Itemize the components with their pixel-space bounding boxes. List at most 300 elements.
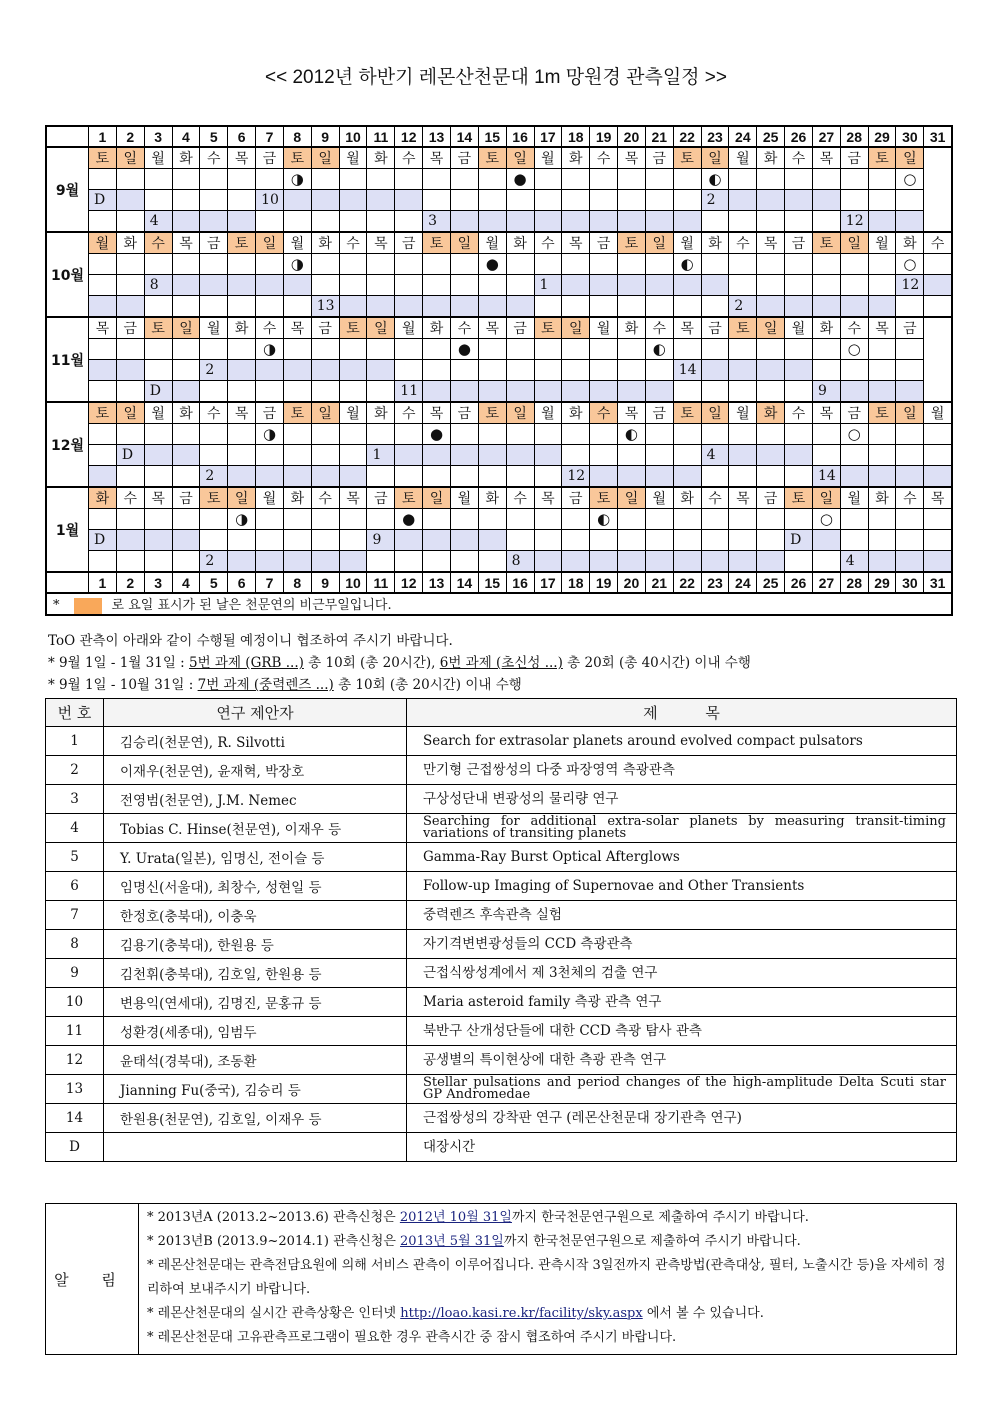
project-title: 대장시간 <box>407 1133 957 1162</box>
day-number: 18 <box>562 572 590 593</box>
moon-cell <box>450 169 478 190</box>
weekday-cell: 월 <box>645 487 673 509</box>
weekday-cell: 화 <box>868 487 896 509</box>
schedule-cell <box>339 445 367 466</box>
moon-cell <box>423 424 451 445</box>
scheduled-block-cell <box>423 296 451 318</box>
schedule-cell <box>701 381 729 403</box>
schedule-cell <box>172 466 200 488</box>
notice-text: 까지 한국천문연구원으로 제출하여 주시기 바랍니다. <box>503 1234 801 1249</box>
empty-cell <box>924 317 952 339</box>
schedule-cell <box>450 360 478 381</box>
moon-cell <box>256 169 284 190</box>
day-number: 26 <box>785 572 813 593</box>
project-proposer: 윤태석(경북대), 조동환 <box>104 1046 407 1075</box>
project-number: 3 <box>46 785 104 814</box>
schedule-cell <box>534 530 562 551</box>
schedule-cell <box>311 381 339 403</box>
moon-cell <box>868 339 896 360</box>
moon-cell <box>172 254 200 275</box>
scheduled-block-cell <box>562 551 590 573</box>
holiday-weekday-cell: 일 <box>896 147 924 169</box>
moon-cell <box>506 424 534 445</box>
day-number: 22 <box>673 126 701 147</box>
holiday-weekday-cell: 일 <box>116 402 144 424</box>
weekday-cell: 수 <box>256 317 284 339</box>
holiday-weekday-cell: 일 <box>840 232 868 254</box>
weekday-cell: 금 <box>450 402 478 424</box>
project-number: 12 <box>46 1046 104 1075</box>
moon-cell <box>395 254 423 275</box>
schedule-cell <box>729 381 757 403</box>
deadline-date: 2012년 10월 31일 <box>399 1210 512 1225</box>
moon-cell <box>840 254 868 275</box>
scheduled-project-label: D <box>785 530 813 551</box>
moon-cell <box>506 254 534 275</box>
schedule-cell <box>172 296 200 318</box>
moon-phase-icon: ◐ <box>597 510 611 528</box>
weekday-cell: 목 <box>228 402 256 424</box>
moon-cell <box>367 424 395 445</box>
status-link[interactable]: http://loao.kasi.re.kr/facility/sky.aspx <box>400 1306 643 1321</box>
scheduled-block-cell <box>311 190 339 211</box>
schedule-cell <box>645 296 673 318</box>
scheduled-block-cell <box>785 445 813 466</box>
holiday-weekday-cell: 토 <box>673 147 701 169</box>
schedule-cell <box>868 360 896 381</box>
schedule-cell <box>868 275 896 296</box>
too-line-1-prefix: * 9월 1일 - 1월 31일 : <box>48 655 190 671</box>
moon-cell <box>256 424 284 445</box>
scheduled-block-cell <box>534 551 562 573</box>
project-row <box>46 930 957 959</box>
schedule-cell <box>729 275 757 296</box>
moon-cell <box>868 424 896 445</box>
holiday-weekday-cell: 일 <box>311 402 339 424</box>
scheduled-block-cell <box>228 466 256 488</box>
moon-cell <box>673 424 701 445</box>
schedule-cell <box>785 211 813 233</box>
weekday-cell: 수 <box>785 402 813 424</box>
schedule-cell <box>534 466 562 488</box>
schedule-cell <box>645 530 673 551</box>
moon-cell <box>868 509 896 530</box>
schedule-cell <box>645 360 673 381</box>
scheduled-block-cell <box>896 381 924 403</box>
weekday-cell: 금 <box>450 147 478 169</box>
scheduled-block-cell <box>785 360 813 381</box>
scheduled-block-cell <box>339 190 367 211</box>
project-row <box>46 727 957 756</box>
scheduled-block-cell <box>896 551 924 573</box>
scheduled-block-cell <box>423 445 451 466</box>
holiday-weekday-cell: 일 <box>228 487 256 509</box>
moon-cell <box>172 339 200 360</box>
scheduled-block-cell <box>339 551 367 573</box>
moon-cell <box>896 509 924 530</box>
moon-phase-icon: ● <box>457 340 471 358</box>
schedule-cell <box>450 190 478 211</box>
weekday-cell: 월 <box>395 317 423 339</box>
moon-cell <box>785 424 813 445</box>
moon-cell <box>924 339 952 360</box>
moon-phase-icon: ○ <box>847 340 861 358</box>
weekday-cell: 금 <box>701 317 729 339</box>
moon-cell <box>840 339 868 360</box>
schedule-cell <box>256 296 284 318</box>
schedule-cell <box>89 275 117 296</box>
holiday-weekday-cell: 월 <box>89 232 117 254</box>
moon-cell <box>367 509 395 530</box>
day-number: 28 <box>840 572 868 593</box>
day-number: 6 <box>228 572 256 593</box>
schedule-cell <box>506 275 534 296</box>
scheduled-block-cell <box>812 296 840 318</box>
moon-cell <box>618 509 646 530</box>
scheduled-block-cell <box>283 466 311 488</box>
schedule-cell <box>562 445 590 466</box>
weekday-cell: 수 <box>200 402 228 424</box>
scheduled-block-cell <box>450 211 478 233</box>
moon-cell <box>534 169 562 190</box>
notice-item <box>147 1206 948 1230</box>
moon-cell <box>339 254 367 275</box>
project-proposer: 성환경(세종대), 임범두 <box>104 1017 407 1046</box>
weekday-cell: 금 <box>172 487 200 509</box>
scheduled-block-cell <box>757 296 785 318</box>
project-number: D <box>46 1133 104 1162</box>
moon-phase-icon: ◑ <box>262 425 277 443</box>
schedule-cell <box>729 466 757 488</box>
holiday-weekday-cell: 토 <box>283 402 311 424</box>
scheduled-block-cell <box>757 190 785 211</box>
moon-cell <box>450 424 478 445</box>
weekday-cell: 월 <box>450 487 478 509</box>
scheduled-block-cell <box>645 211 673 233</box>
moon-cell <box>89 339 117 360</box>
scheduled-block-cell <box>534 445 562 466</box>
scheduled-project-label: 8 <box>144 275 172 296</box>
moon-cell <box>618 424 646 445</box>
moon-phase-icon: ◑ <box>262 340 277 358</box>
month-label: 12월 <box>46 402 89 487</box>
moon-cell <box>868 254 896 275</box>
weekday-cell: 목 <box>618 147 646 169</box>
schedule-cell <box>896 190 924 211</box>
moon-phase-icon: ◑ <box>290 170 304 188</box>
schedule-cell <box>618 296 646 318</box>
schedule-cell <box>228 381 256 403</box>
moon-cell <box>673 339 701 360</box>
moon-cell <box>618 169 646 190</box>
day-number: 23 <box>701 126 729 147</box>
scheduled-block-cell <box>840 296 868 318</box>
schedule-cell <box>116 551 144 573</box>
weekday-cell: 목 <box>924 487 952 509</box>
project-row <box>46 959 957 988</box>
schedule-cell <box>89 211 117 233</box>
schedule-cell <box>395 466 423 488</box>
schedule-cell <box>729 530 757 551</box>
weekday-cell: 수 <box>534 232 562 254</box>
scheduled-block-cell <box>645 466 673 488</box>
scheduled-project-label: 3 <box>423 211 451 233</box>
scheduled-block-cell <box>395 445 423 466</box>
holiday-weekday-cell: 일 <box>172 317 200 339</box>
holiday-weekday-cell: 일 <box>896 402 924 424</box>
holiday-weekday-cell: 일 <box>423 487 451 509</box>
weekday-cell: 월 <box>924 402 952 424</box>
scheduled-block-cell <box>450 381 478 403</box>
day-number: 25 <box>757 572 785 593</box>
moon-cell <box>144 339 172 360</box>
scheduled-block-cell <box>924 275 952 296</box>
project-proposer <box>104 1133 407 1162</box>
project-proposer: 전영범(천문연), J.M. Nemec <box>104 785 407 814</box>
too-line-2-suffix: 총 10회 (총 20시간) 이내 수행 <box>333 677 522 693</box>
holiday-weekday-cell: 토 <box>729 317 757 339</box>
weekday-cell: 월 <box>729 147 757 169</box>
project-proposer: 한원용(천문연), 김호일, 이재우 등 <box>104 1104 407 1133</box>
weekday-cell: 목 <box>534 487 562 509</box>
schedule-row <box>46 275 952 296</box>
schedule-cell <box>924 360 952 381</box>
scheduled-block-cell <box>228 360 256 381</box>
scheduled-block-cell <box>478 296 506 318</box>
moon-phase-icon: ● <box>402 510 416 528</box>
schedule-cell <box>339 275 367 296</box>
schedule-cell <box>506 190 534 211</box>
scheduled-block-cell <box>228 211 256 233</box>
day-number: 23 <box>701 572 729 593</box>
weekday-cell: 금 <box>645 402 673 424</box>
moon-cell <box>590 339 618 360</box>
moon-cell <box>840 169 868 190</box>
project-row <box>46 872 957 901</box>
too-line-1-mid: 총 10회 (총 20시간), <box>303 655 440 671</box>
schedule-cell <box>283 211 311 233</box>
holiday-weekday-cell: 수 <box>144 232 172 254</box>
weekday-row <box>46 317 952 339</box>
day-number-header <box>46 572 952 593</box>
schedule-cell <box>144 551 172 573</box>
scheduled-block-cell <box>172 445 200 466</box>
weekday-cell: 수 <box>924 232 952 254</box>
scheduled-project-label: 1 <box>534 275 562 296</box>
schedule-cell <box>228 530 256 551</box>
schedule-cell <box>200 445 228 466</box>
holiday-weekday-cell: 토 <box>673 402 701 424</box>
moon-cell <box>701 339 729 360</box>
weekday-cell: 금 <box>200 232 228 254</box>
weekday-cell: 금 <box>395 232 423 254</box>
schedule-row <box>46 296 952 318</box>
project-table-header <box>46 699 957 727</box>
notice-text: 에서 볼 수 있습니다. <box>642 1306 764 1321</box>
moon-cell <box>812 169 840 190</box>
notice-text: * 레몬산천문대는 관측전담요원에 의해 서비스 관측이 이루어집니다. 관측시작 3일전까지 관측방법(관측대상, 필터, 노출시간 등)을 자세히 정리하여 보내주시기 바랍니다. <box>147 1258 946 1297</box>
moon-cell <box>283 339 311 360</box>
schedule-cell <box>311 211 339 233</box>
weekday-cell: 화 <box>367 147 395 169</box>
weekday-cell: 목 <box>812 147 840 169</box>
moon-phase-row <box>46 169 952 190</box>
project-number: 2 <box>46 756 104 785</box>
moon-cell <box>645 254 673 275</box>
project-title: Follow-up Imaging of Supernovae and Other Transients <box>407 872 957 901</box>
schedule-cell <box>478 551 506 573</box>
schedule-cell <box>395 275 423 296</box>
schedule-cell <box>506 360 534 381</box>
scheduled-block-cell <box>172 275 200 296</box>
moon-cell <box>116 169 144 190</box>
weekday-row <box>46 232 952 254</box>
scheduled-block-cell <box>673 551 701 573</box>
moon-cell <box>729 254 757 275</box>
moon-cell <box>172 509 200 530</box>
weekday-cell: 목 <box>423 147 451 169</box>
weekday-cell: 금 <box>116 317 144 339</box>
schedule-cell <box>506 530 534 551</box>
scheduled-block-cell <box>562 381 590 403</box>
scheduled-block-cell <box>757 360 785 381</box>
weekday-cell: 수 <box>311 487 339 509</box>
moon-cell <box>924 169 952 190</box>
day-number: 2 <box>116 572 144 593</box>
moon-phase-icon: ◑ <box>235 510 249 528</box>
schedule-cell <box>590 190 618 211</box>
scheduled-block-cell <box>395 190 423 211</box>
weekday-cell: 금 <box>256 147 284 169</box>
moon-cell <box>478 169 506 190</box>
weekday-cell: 월 <box>534 147 562 169</box>
holiday-weekday-cell: 일 <box>367 317 395 339</box>
scheduled-block-cell <box>673 275 701 296</box>
weekday-cell: 화 <box>116 232 144 254</box>
weekday-cell: 월 <box>590 317 618 339</box>
scheduled-project-label: 1 <box>367 445 395 466</box>
scheduled-block-cell <box>673 211 701 233</box>
scheduled-project-label: 12 <box>896 275 924 296</box>
schedule-cell <box>812 445 840 466</box>
scheduled-block-cell <box>840 466 868 488</box>
holiday-weekday-cell: 일 <box>450 232 478 254</box>
weekday-cell: 금 <box>840 147 868 169</box>
project-6-reference: 6번 과제 (초신성 ...) <box>439 655 563 671</box>
project-row <box>46 814 957 843</box>
schedule-cell <box>256 211 284 233</box>
schedule-cell <box>423 190 451 211</box>
project-title: 공생별의 특이현상에 대한 측광 관측 연구 <box>407 1046 957 1075</box>
project-proposer: 변용익(연세대), 김명진, 문홍규 등 <box>104 988 407 1017</box>
too-line-1-suffix: 총 20회 (총 40시간) 이내 수행 <box>562 655 751 671</box>
legend <box>46 593 952 615</box>
moon-cell <box>144 509 172 530</box>
schedule-cell <box>590 530 618 551</box>
moon-cell <box>618 339 646 360</box>
day-number: 11 <box>367 572 395 593</box>
project-7-reference: 7번 과제 (중력렌즈 ...) <box>197 677 334 693</box>
project-title: 근접쌍성의 강착판 연구 (레몬산천문대 장기관측 연구) <box>407 1104 957 1133</box>
project-number: 10 <box>46 988 104 1017</box>
schedule-cell <box>673 445 701 466</box>
scheduled-project-label: 10 <box>256 190 284 211</box>
schedule-cell <box>144 296 172 318</box>
schedule-cell <box>367 551 395 573</box>
notice-text: * 2013년A (2013.2~2013.6) 관측신청은 <box>147 1210 400 1225</box>
schedule-cell <box>645 445 673 466</box>
project-row <box>46 756 957 785</box>
scheduled-block-cell <box>812 530 840 551</box>
weekday-cell: 수 <box>729 232 757 254</box>
holiday-weekday-cell: 토 <box>200 487 228 509</box>
scheduled-block-cell <box>367 190 395 211</box>
moon-cell <box>89 509 117 530</box>
schedule-cell <box>423 551 451 573</box>
moon-cell <box>701 254 729 275</box>
moon-cell <box>256 339 284 360</box>
scheduled-block-cell <box>311 466 339 488</box>
header-proposer: 연구 제안자 <box>104 699 407 727</box>
day-number: 21 <box>645 572 673 593</box>
scheduled-block-cell <box>729 551 757 573</box>
scheduled-block-cell <box>868 211 896 233</box>
project-title: 중력렌즈 후속관측 실험 <box>407 901 957 930</box>
moon-cell <box>812 424 840 445</box>
weekday-cell: 월 <box>840 487 868 509</box>
schedule-cell <box>645 190 673 211</box>
weekday-cell: 화 <box>283 487 311 509</box>
moon-cell <box>144 254 172 275</box>
moon-cell <box>116 424 144 445</box>
too-line-1 <box>48 652 751 674</box>
schedule-cell <box>590 360 618 381</box>
day-number: 4 <box>172 572 200 593</box>
schedule-cell <box>701 530 729 551</box>
schedule-cell <box>395 211 423 233</box>
schedule-cell <box>339 381 367 403</box>
moon-cell <box>256 509 284 530</box>
moon-phase-icon: ○ <box>847 425 861 443</box>
moon-cell <box>339 509 367 530</box>
scheduled-block-cell <box>339 466 367 488</box>
scheduled-block-cell <box>618 466 646 488</box>
weekday-cell: 화 <box>701 232 729 254</box>
day-number: 20 <box>618 572 646 593</box>
project-number: 5 <box>46 843 104 872</box>
schedule-cell <box>367 275 395 296</box>
schedule-cell <box>924 530 952 551</box>
weekday-cell: 목 <box>729 487 757 509</box>
holiday-weekday-cell: 일 <box>757 317 785 339</box>
weekday-cell: 목 <box>144 487 172 509</box>
weekday-cell: 수 <box>785 147 813 169</box>
weekday-cell: 금 <box>757 487 785 509</box>
moon-cell <box>896 254 924 275</box>
moon-phase-icon: ○ <box>819 510 833 528</box>
page-title: << 2012년 하반기 레몬산천문대 1m 망원경 관측일정 >> <box>264 67 727 88</box>
moon-cell <box>478 424 506 445</box>
project-number: 7 <box>46 901 104 930</box>
moon-cell <box>283 509 311 530</box>
weekday-cell: 금 <box>367 487 395 509</box>
scheduled-block-cell <box>450 445 478 466</box>
holiday-weekday-cell: 토 <box>339 317 367 339</box>
moon-cell <box>896 169 924 190</box>
header-number: 번 호 <box>46 699 104 727</box>
weekday-row <box>46 147 952 169</box>
notice-text: 까지 한국천문연구원으로 제출하여 주시기 바랍니다. <box>511 1210 809 1225</box>
